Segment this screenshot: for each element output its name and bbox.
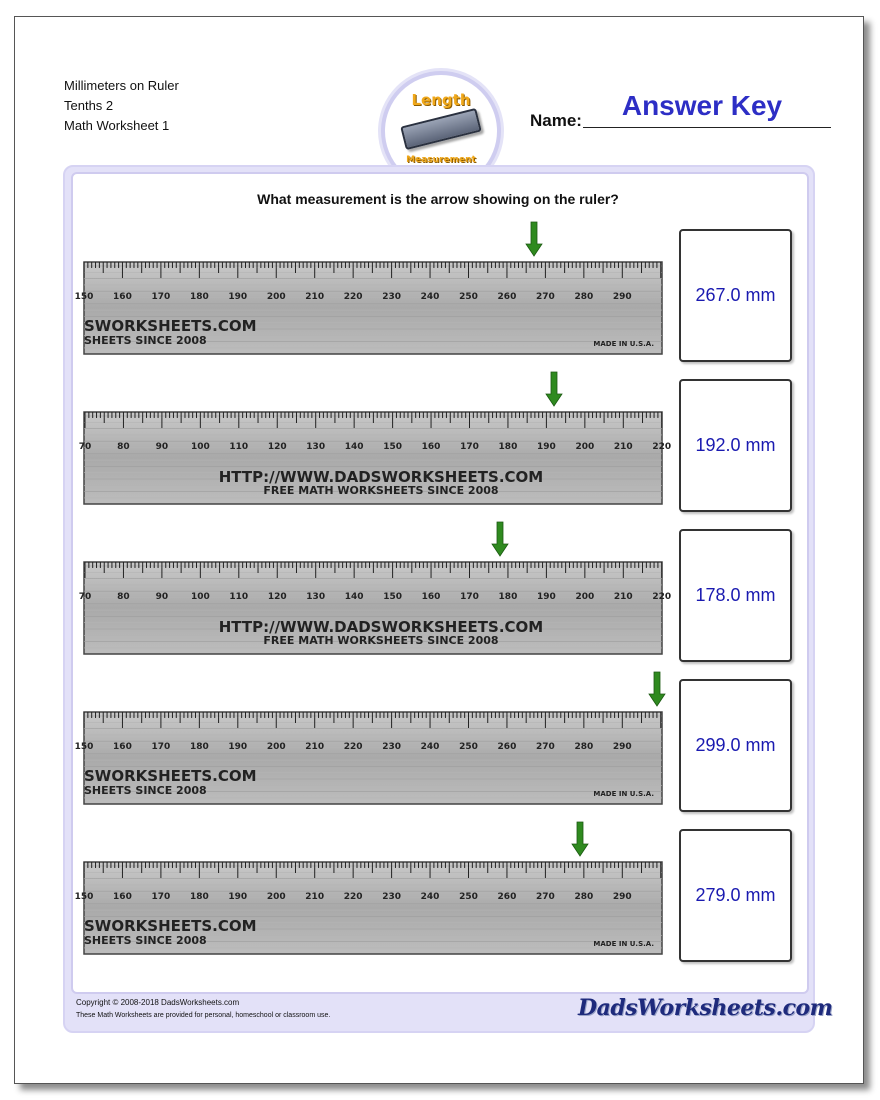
ruler-label: 270: [536, 742, 555, 752]
ruler-label: 160: [113, 892, 132, 902]
ruler-label: 170: [151, 892, 171, 902]
ruler-label: 290: [612, 892, 632, 902]
answer-value: 279.0 mm: [695, 885, 776, 905]
worksheet-title: Millimeters on Ruler: [64, 78, 179, 93]
ruler-label: 260: [497, 892, 517, 902]
ruler-label: 230: [382, 892, 401, 902]
ruler-brand-subtext: FREE MATH WORKSHEETS SINCE 2008: [263, 634, 499, 647]
made-in-text: MADE IN U.S.A.: [593, 940, 654, 948]
ruler-label: 70: [78, 442, 92, 452]
ruler-label: 250: [459, 742, 478, 752]
ruler-label: 190: [228, 742, 248, 752]
ruler-brand-subtext: FREE MATH WORKSHEETS SINCE 2008: [263, 484, 499, 497]
arrow-down-icon: [492, 522, 508, 556]
ruler-brand-subtext: SHEETS SINCE 2008: [84, 784, 207, 797]
name-field-line: [583, 127, 831, 128]
name-label: Name:: [530, 111, 582, 130]
ruler-4: [74, 712, 662, 804]
ruler-label: 260: [497, 742, 517, 752]
made-in-text: MADE IN U.S.A.: [593, 790, 654, 798]
ruler-label: 180: [189, 892, 209, 902]
ruler-label: 170: [151, 292, 171, 302]
ruler-brand-text: SWORKSHEETS.COM: [84, 917, 257, 935]
ruler-1: [74, 262, 662, 354]
ruler-label: 280: [574, 292, 594, 302]
ruler-brand-text: SWORKSHEETS.COM: [84, 767, 257, 785]
ruler-brand-text: HTTP://WWW.DADSWORKSHEETS.COM: [218, 468, 544, 486]
ruler-label: 180: [498, 592, 518, 602]
ruler-label: 190: [228, 292, 248, 302]
ruler-label: 210: [613, 442, 633, 452]
ruler-label: 160: [113, 742, 132, 752]
ruler-label: 200: [575, 442, 595, 452]
copyright-text: Copyright © 2008-2018 DadsWorksheets.com: [76, 998, 240, 1007]
ruler-label: 140: [344, 592, 364, 602]
answer-value: 299.0 mm: [695, 735, 776, 755]
ruler-label: 200: [266, 742, 286, 752]
question-prompt: What measurement is the arrow showing on the ruler?: [257, 191, 619, 207]
ruler-label: 220: [652, 592, 672, 602]
worksheet-number: Math Worksheet 1: [64, 118, 170, 133]
ruler-brand-subtext: SHEETS SINCE 2008: [84, 334, 207, 347]
ruler-label: 280: [574, 742, 594, 752]
ruler-label: 170: [151, 742, 171, 752]
ruler-label: 100: [190, 592, 210, 602]
answer-key-heading: Answer Key: [621, 90, 783, 121]
answer-value: 267.0 mm: [695, 285, 776, 305]
ruler-label: 210: [305, 292, 325, 302]
ruler-label: 180: [189, 292, 209, 302]
answer-value: 192.0 mm: [695, 435, 776, 455]
made-in-text: MADE IN U.S.A.: [593, 340, 654, 348]
arrow-down-icon: [546, 372, 562, 406]
ruler-label: 290: [612, 742, 632, 752]
answer-value: 178.0 mm: [695, 585, 776, 605]
ruler-brand-text: SWORKSHEETS.COM: [84, 317, 257, 335]
ruler-label: 90: [155, 592, 169, 602]
ruler-label: 130: [306, 442, 326, 452]
ruler-label: 200: [266, 892, 286, 902]
ruler-label: 190: [537, 592, 556, 602]
ruler-3: [78, 562, 672, 654]
ruler-label: 110: [229, 442, 249, 452]
ruler-label: 150: [74, 292, 94, 302]
ruler-label: 250: [459, 292, 478, 302]
ruler-label: 280: [574, 892, 594, 902]
ruler-label: 120: [267, 592, 287, 602]
ruler-label: 160: [113, 292, 132, 302]
ruler-5: [74, 862, 662, 954]
ruler-label: 140: [344, 442, 364, 452]
answer-box[interactable]: [679, 379, 792, 512]
ruler-label: 160: [421, 592, 441, 602]
ruler-label: 220: [343, 292, 363, 302]
ruler-label: 190: [228, 892, 248, 902]
ruler-label: 80: [117, 592, 130, 602]
ruler-label: 190: [537, 442, 556, 452]
answer-box[interactable]: [679, 829, 792, 962]
ruler-label: 260: [497, 292, 517, 302]
ruler-label: 270: [536, 292, 555, 302]
ruler-label: 100: [190, 442, 210, 452]
ruler-label: 150: [74, 892, 94, 902]
ruler-label: 240: [420, 292, 440, 302]
ruler-label: 240: [420, 892, 440, 902]
ruler-brand-subtext: SHEETS SINCE 2008: [84, 934, 207, 947]
ruler-label: 200: [266, 292, 286, 302]
worksheet-subtitle: Tenths 2: [64, 98, 114, 113]
ruler-2: [78, 412, 672, 504]
ruler-label: 70: [78, 592, 92, 602]
ruler-label: 210: [305, 742, 325, 752]
answer-box[interactable]: [679, 529, 792, 662]
ruler-label: 90: [155, 442, 169, 452]
ruler-label: 150: [383, 442, 402, 452]
ruler-label: 160: [421, 442, 441, 452]
ruler-brand-text: HTTP://WWW.DADSWORKSHEETS.COM: [218, 618, 544, 636]
ruler-label: 220: [652, 442, 672, 452]
answer-box[interactable]: [679, 679, 792, 812]
usage-notice: These Math Worksheets are provided for personal, homeschool or classroom use.: [76, 1012, 331, 1019]
ruler-label: 210: [305, 892, 325, 902]
ruler-label: 250: [459, 892, 478, 902]
ruler-label: 270: [536, 892, 555, 902]
ruler-icon: [400, 108, 481, 150]
ruler-label: 120: [267, 442, 287, 452]
ruler-label: 290: [612, 292, 632, 302]
ruler-label: 180: [498, 442, 518, 452]
answer-box[interactable]: [679, 229, 792, 362]
ruler-label: 230: [382, 742, 401, 752]
arrow-down-icon: [572, 822, 588, 856]
logo-subtitle: Measurement: [406, 155, 476, 165]
ruler-label: 150: [74, 742, 94, 752]
arrow-down-icon: [649, 672, 665, 706]
ruler-label: 110: [229, 592, 249, 602]
ruler-label: 210: [613, 592, 633, 602]
ruler-label: 180: [189, 742, 209, 752]
ruler-label: 220: [343, 892, 363, 902]
arrow-down-icon: [526, 222, 542, 256]
ruler-label: 80: [117, 442, 130, 452]
ruler-label: 200: [575, 592, 595, 602]
ruler-label: 130: [306, 592, 326, 602]
ruler-label: 170: [460, 592, 479, 602]
ruler-label: 170: [460, 442, 479, 452]
dadsworksheets-logo: DadsWorksheets.com: [578, 995, 833, 1021]
logo-title: Length: [411, 91, 471, 109]
ruler-label: 240: [420, 742, 440, 752]
ruler-label: 150: [383, 592, 402, 602]
ruler-label: 230: [382, 292, 401, 302]
ruler-label: 220: [343, 742, 363, 752]
